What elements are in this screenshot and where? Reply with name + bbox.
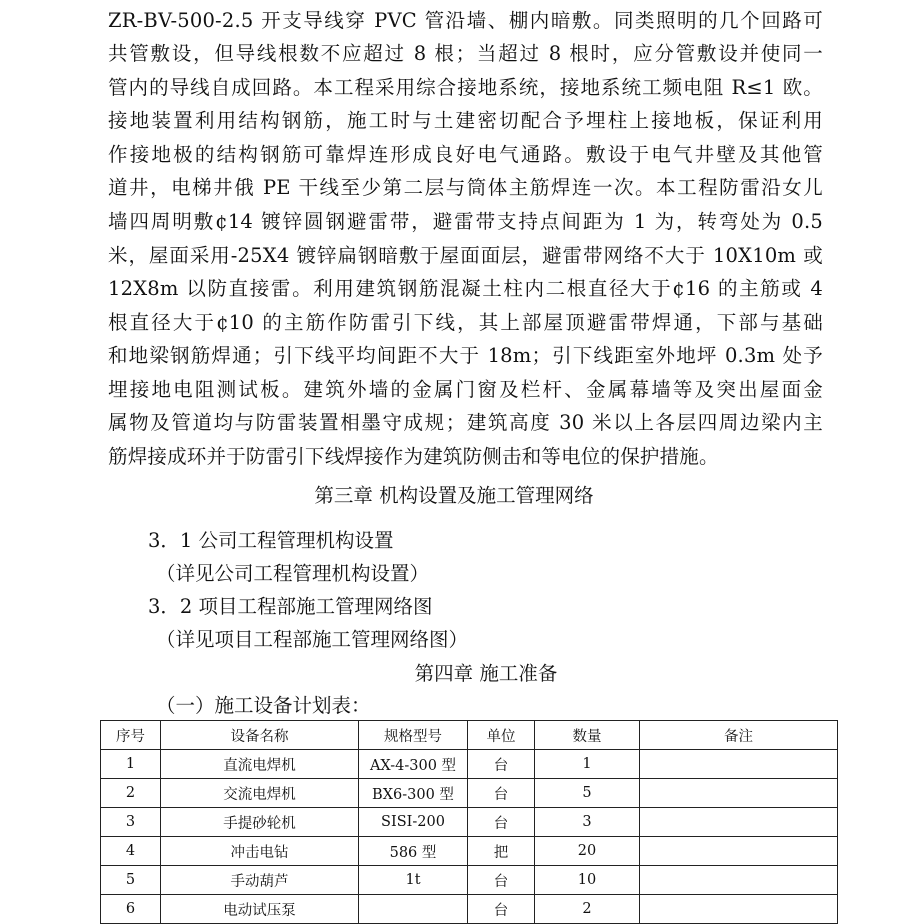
- body-line: 12X8m 以防直接雷。利用建筑钢筋混凝土柱内二根直径大于¢16 的主筋或 4: [108, 277, 823, 300]
- body-line: 筋焊接成环并于防雷引下线焊接作为建筑防侧击和等电位的保护措施。: [108, 445, 719, 468]
- cell-unit: 台: [468, 750, 535, 779]
- body-line: 道井，电梯井俄 PE 干线至少第二层与筒体主筋焊连一次。本工程防雷沿女儿: [108, 176, 823, 199]
- cell-unit: 台: [468, 866, 535, 895]
- cell-equipment-name: 手提砂轮机: [161, 808, 359, 837]
- cell-serial: 6: [101, 895, 161, 924]
- cell-equipment-name: 手动葫芦: [161, 866, 359, 895]
- cell-unit: 台: [468, 779, 535, 808]
- body-line: 和地梁钢筋焊通；引下线平均间距不大于 18m；引下线距室外地坪 0.3m 处予: [108, 344, 823, 367]
- body-line: 接地装置利用结构钢筋，施工时与土建密切配合予埋柱上接地板，保证利用: [108, 109, 823, 132]
- cell-quantity: 20: [535, 837, 640, 866]
- body-line: 管内的导线自成回路。本工程采用综合接地系统，接地系统工频电阻 R≤1 欧。: [108, 76, 823, 99]
- cell-equipment-name: 交流电焊机: [161, 779, 359, 808]
- body-line: 墙四周明敷¢14 镀锌圆钢避雷带，避雷带支持点间距为 1 为，转弯处为 0.5: [108, 210, 823, 233]
- cell-equipment-name: 直流电焊机: [161, 750, 359, 779]
- equipment-table: [100, 720, 838, 924]
- header-unit: 单位: [468, 721, 535, 750]
- cell-quantity: 1: [535, 750, 640, 779]
- cell-model: AX-4-300 型: [359, 750, 468, 779]
- table-row: [101, 808, 838, 837]
- cell-unit: 台: [468, 895, 535, 924]
- cell-serial: 1: [101, 750, 161, 779]
- cell-model: 1t: [359, 866, 468, 895]
- section-3-1-note: （详见公司工程管理机构设置）: [156, 562, 430, 585]
- body-line: 米，屋面采用-25X4 镀锌扁钢暗敷于屋面面层，避雷带网络不大于 10X10m 或: [108, 244, 823, 267]
- table-row: [101, 895, 838, 924]
- body-line: 共管敷设，但导线根数不应超过 8 根；当超过 8 根时，应分管敷设并使同一: [108, 42, 823, 65]
- cell-serial: 3: [101, 808, 161, 837]
- section-3-1-heading: 3．1 公司工程管理机构设置: [148, 529, 394, 552]
- table-row: [101, 837, 838, 866]
- table-row: [101, 779, 838, 808]
- cell-model: SISI-200: [359, 808, 468, 837]
- body-line: 埋接地电阻测试板。建筑外墙的金属门窗及栏杆、金属幕墙等及突出屋面金: [108, 378, 823, 401]
- header-quantity: 数量: [535, 721, 640, 750]
- cell-remarks: [640, 779, 838, 808]
- equipment-plan-caption: （一）施工设备计划表：: [156, 694, 371, 717]
- cell-quantity: 10: [535, 866, 640, 895]
- cell-remarks: [640, 837, 838, 866]
- cell-serial: 5: [101, 866, 161, 895]
- cell-unit: 把: [468, 837, 535, 866]
- cell-serial: 4: [101, 837, 161, 866]
- chapter4-title: 第四章 施工准备: [414, 662, 558, 685]
- cell-remarks: [640, 750, 838, 779]
- cell-quantity: 5: [535, 779, 640, 808]
- header-remarks: 备注: [640, 721, 838, 750]
- cell-remarks: [640, 895, 838, 924]
- table-row: [101, 866, 838, 895]
- header-serial: 序号: [101, 721, 161, 750]
- table-header-row: [101, 721, 838, 750]
- cell-equipment-name: 冲击电钻: [161, 837, 359, 866]
- body-line: 根直径大于¢10 的主筋作防雷引下线，其上部屋顶避雷带焊通，下部与基础: [108, 311, 823, 334]
- body-line: ZR-BV-500-2.5 开支导线穿 PVC 管沿墙、棚内暗敷。同类照明的几个回路可: [108, 9, 823, 32]
- body-line: 作接地极的结构钢筋可靠焊连形成良好电气通路。敷设于电气井壁及其他管: [108, 143, 823, 166]
- cell-remarks: [640, 866, 838, 895]
- cell-unit: 台: [468, 808, 535, 837]
- cell-model: BX6-300 型: [359, 779, 468, 808]
- cell-equipment-name: 电动试压泵: [161, 895, 359, 924]
- section-3-2-note: （详见项目工程部施工管理网络图）: [156, 628, 469, 651]
- cell-model: [359, 895, 468, 924]
- section-3-2-heading: 3．2 项目工程部施工管理网络图: [148, 595, 433, 618]
- cell-serial: 2: [101, 779, 161, 808]
- table-row: [101, 750, 838, 779]
- cell-quantity: 3: [535, 808, 640, 837]
- chapter3-title: 第三章 机构设置及施工管理网络: [314, 484, 594, 507]
- header-model: 规格型号: [359, 721, 468, 750]
- cell-quantity: 2: [535, 895, 640, 924]
- body-line: 属物及管道均与防雷装置相墨守成规；建筑高度 30 米以上各层四周边梁内主: [108, 411, 823, 434]
- header-equipment-name: 设备名称: [161, 721, 359, 750]
- cell-remarks: [640, 808, 838, 837]
- cell-model: 586 型: [359, 837, 468, 866]
